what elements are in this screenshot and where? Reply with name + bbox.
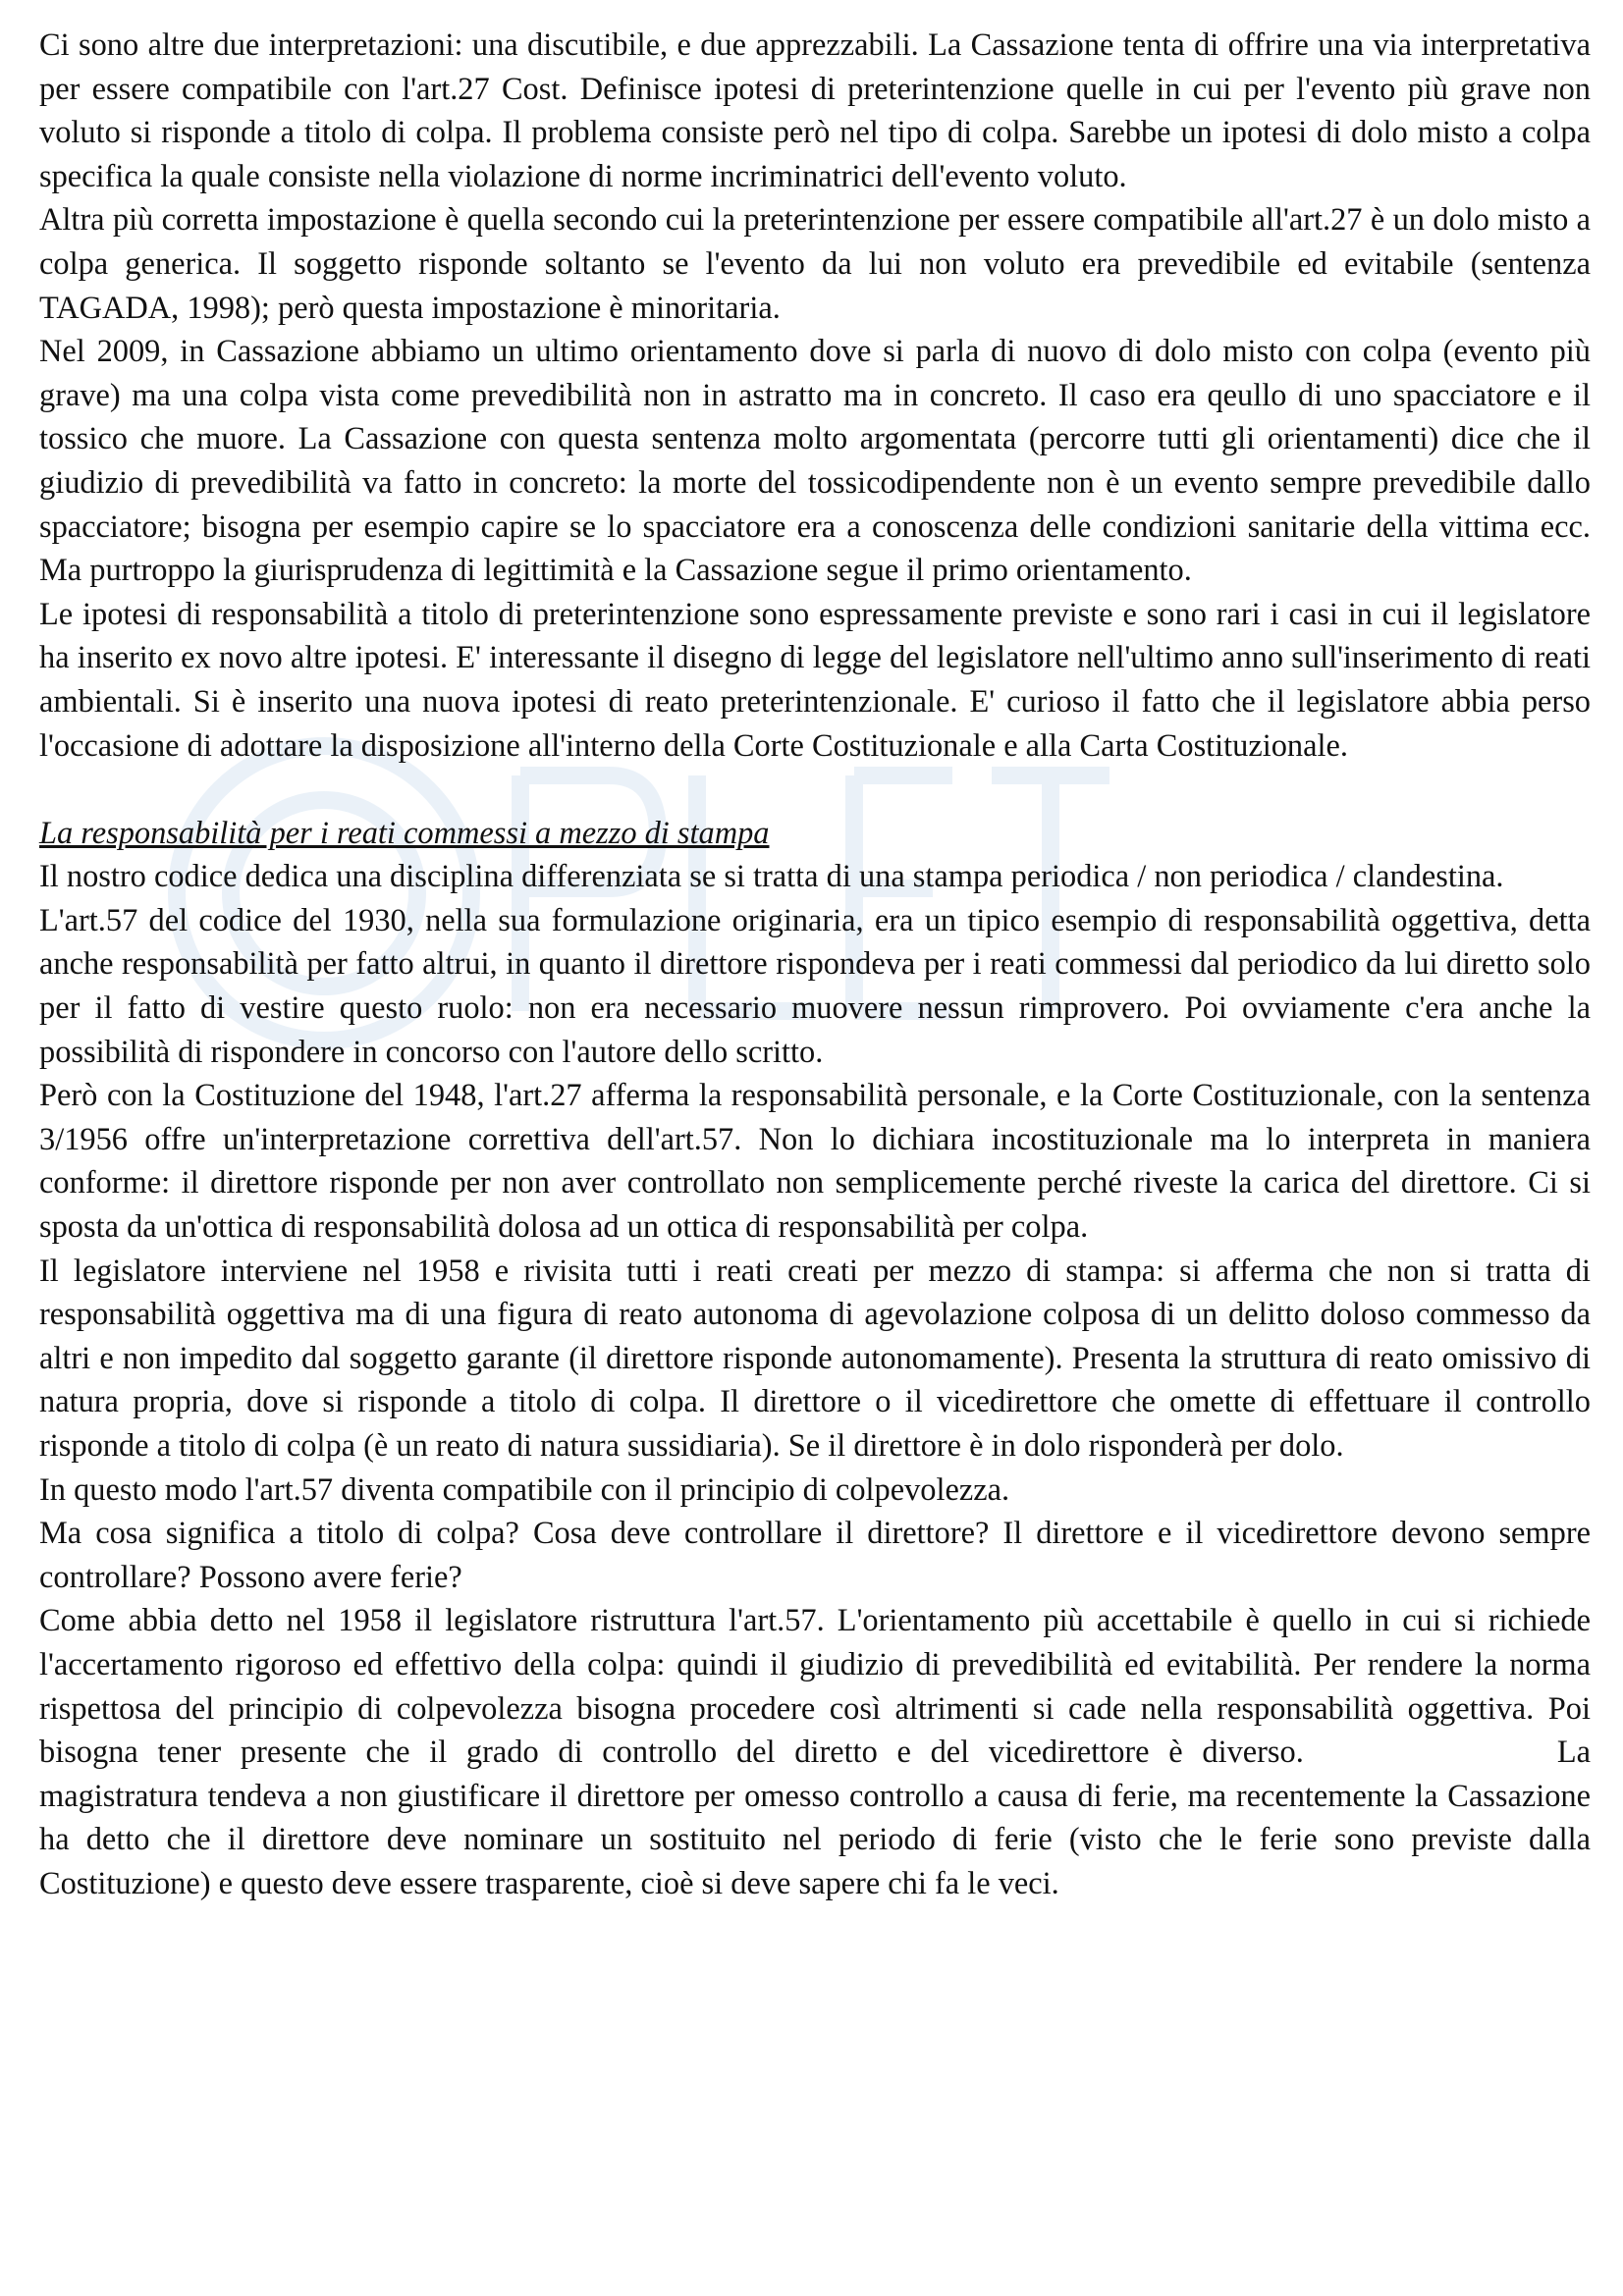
document-page: [39, 24, 1591, 1906]
paragraph-generic-fault: Altra più corretta impostazione è quella secondo cui la preterintenzione per essere compatibile all'art.27 è un dolo misto a colpa generica. Il soggetto risponde soltanto se l'evento da lui non voluto era prevedibile ed evitabile (sentenza TAGADA, 1998); però questa impostazione è minoritaria.: [39, 202, 1591, 326]
final-text-part1: Come abbia detto nel 1958 il legislatore ristruttura l'art.57. L'orientamento più accettabile è quello in cui si richiede l'accertamento rigoroso ed effettivo della colpa: quindi il giudizio di prevedibilità ed evitabilità. Per rendere la norma rispettosa del principio di colpevolezza bisogna procedere così altrimenti si cade nella responsabilità oggettiva. Poi bisogna tener presente che il grado di controllo del diretto e del vicedirettore è diverso.: [39, 1603, 1591, 1771]
paragraph-legislator-1958: Il legislatore interviene nel 1958 e rivisita tutti i reati creati per mezzo di stampa: si afferma che non si tratta di responsabilità oggettiva ma di una figura di reato autonoma di agevolazione colposa di un delitto doloso commesso da altri e non impedito dal soggetto garante (il direttore risponde autonomamente). Presenta la struttura di reato omissivo di natura propria, dove si risponde a titolo di colpa. Il direttore o il vicedirettore che omette di effettuare il controllo risponde a titolo di colpa (è un reato di natura sussidiaria). Se il direttore è in dolo risponderà per dolo.: [39, 1253, 1591, 1464]
section-heading: La responsabilità per i reati commessi a mezzo di stampa: [39, 815, 770, 851]
paragraph-preterintention-hypotheses: Le ipotesi di responsabilità a titolo di preterintenzione sono espressamente previste e sono rari i casi in cui il legislatore ha inserito ex novo altre ipotesi. E' interessante il disegno di legge del legislatore nell'ultimo anno sull'inserimento di reati ambientali. Si è inserito una nuova ipotesi di reato preterintenzionale. E' curioso il fatto che il legislatore abbia perso l'occasione di adottare la disposizione all'interno della Corte Costituzionale e alla Carta Costituzionale.: [39, 596, 1591, 764]
paragraph-press-discipline: Il nostro codice dedica una disciplina differenziata se si tratta di una stampa periodica / non periodica / clandestina.: [39, 859, 1504, 895]
paragraph-art57-1930: L'art.57 del codice del 1930, nella sua formulazione originaria, era un tipico esempio di responsabilità oggettiva, detta anche responsabilità per fatto altrui, in quanto il direttore rispondeva per i reati commessi dal periodico da lui diretto solo per il fatto di vestire questo ruolo: non era necessario muovere nessun rimprovero. Poi ovviamente c'era anche la possibilità di rispondere in concorso con l'autore dello scritto.: [39, 902, 1591, 1070]
paragraph-art57-compatible: In questo modo l'art.57 diventa compatibile con il principio di colpevolezza.: [39, 1471, 1010, 1508]
paragraph-constitution-1948: Però con la Costituzione del 1948, l'art.27 afferma la responsabilità personale, e la Corte Costituzionale, con la sentenza 3/1956 offre un'interpretazione correttiva dell'art.57. Non lo dichiara incostituzionale ma lo interpreta in maniera conforme: il direttore risponde per non aver controllato non semplicemente perché riveste la carica del direttore. Ci si sposta da un'ottica di responsabilità dolosa ad un ottica di responsabilità per colpa.: [39, 1078, 1591, 1246]
paragraph-cassazione-2009: Nel 2009, in Cassazione abbiamo un ultimo orientamento dove si parla di nuovo di dolo misto con colpa (evento più grave) ma una colpa vista come prevedibilità non in astratto ma in concreto. Il caso era qeullo di uno spacciatore e il tossico che muore. La Cassazione con questa sentenza molto argomentata (percorre tutti gli orientamenti) dice che il giudizio di prevedibilità va fatto in concreto: la morte del tossicodipendente non è un evento sempre prevedibile dallo spacciatore; bisogna per esempio capire se lo spacciatore era a conoscenza delle condizioni sanitarie della vittima ecc. Ma purtroppo la giurisprudenza di legittimità e la Cassazione segue il primo orientamento.: [39, 334, 1591, 589]
paragraph-questions: Ma cosa significa a titolo di colpa? Cosa deve controllare il direttore? Il direttore e il vicedirettore devono sempre controllare? Possono avere ferie?: [39, 1516, 1591, 1595]
paragraph-final: [39, 1599, 1591, 1905]
paragraph-interpretations: Ci sono altre due interpretazioni: una discutibile, e due apprezzabili. La Cassazione tenta di offrire una via interpretativa per essere compatibile con l'art.27 Cost. Definisce ipotesi di preterintenzione quelle in cui per l'evento più grave non voluto si risponde a titolo di colpa. Il problema consiste però nel tipo di colpa. Sarebbe un ipotesi di dolo misto a colpa specifica la quale consiste nella violazione di norme incriminatrici dell'evento voluto.: [39, 27, 1591, 194]
section-gap: [39, 768, 1591, 812]
final-text-part2: La magistratura tendeva a non giustificare il direttore per omesso controllo a causa di ferie, ma recentemente la Cassazione ha detto che il direttore deve nominare un sostituito nel periodo di ferie (visto che le ferie sono previste dalla Costituzione) e questo deve essere trasparente, cioè si deve sapere chi fa le veci.: [39, 1735, 1591, 1901]
